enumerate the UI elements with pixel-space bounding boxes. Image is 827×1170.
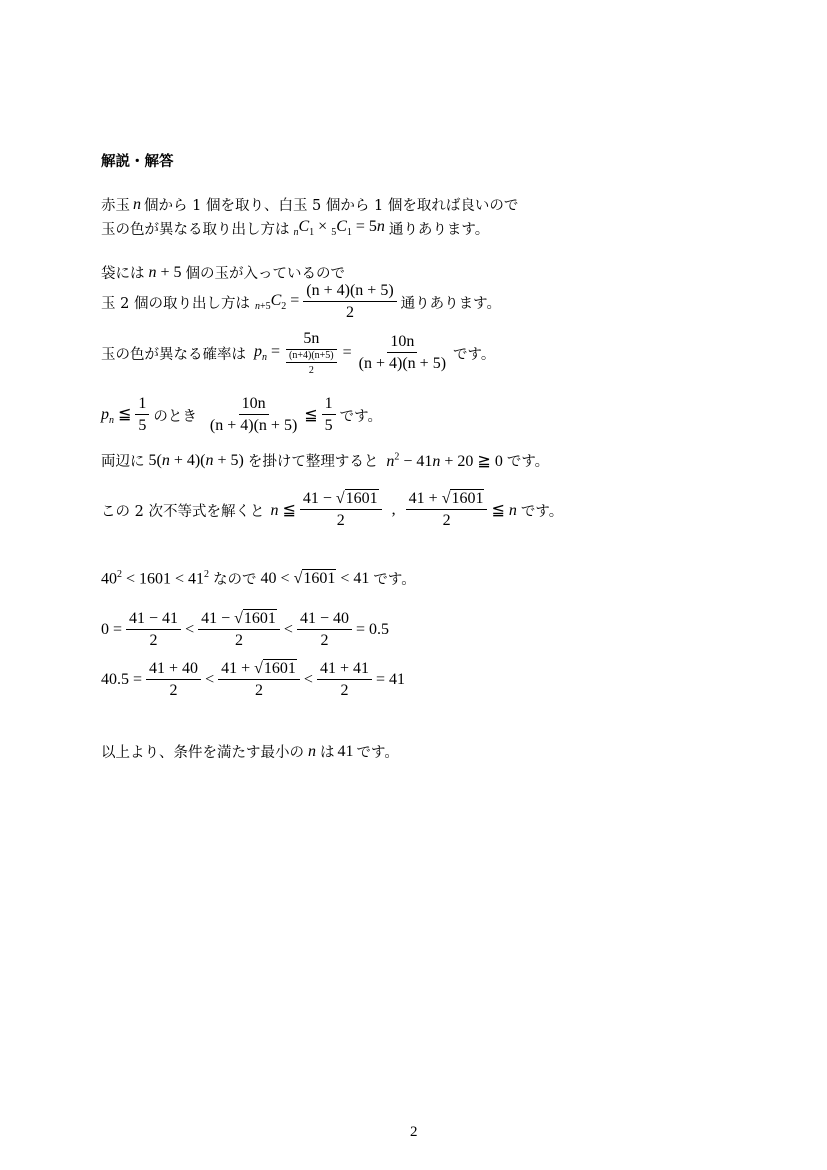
lt: < <box>303 671 313 688</box>
p1-line1 <box>101 194 518 215</box>
fraction: $\frac{10n}{(n + 4)(n + 5)}$ <box>209 395 298 434</box>
var-n: n <box>133 195 141 213</box>
separator: , <box>391 501 396 518</box>
p2-line1 <box>101 262 345 283</box>
fraction: $\frac{41 + 41}{2}$ <box>317 660 372 700</box>
text: は <box>320 745 335 761</box>
quadratic-inequality: $n^2 - 41n + 20$ ≧ 0 <box>386 451 503 470</box>
rhs: = 0.5 <box>355 621 389 638</box>
text: です。 <box>453 346 496 363</box>
text: 個の玉が入っているので <box>185 266 346 282</box>
sqrt-bounds: 40 < √1601 < 41 <box>260 569 370 587</box>
text: 通りあります。 <box>388 222 490 238</box>
fraction: $\frac{(n + 4)(n + 5)}{2}$ <box>303 282 396 322</box>
text: です。 <box>339 408 383 425</box>
p2-line2 <box>101 282 501 322</box>
answer-value: 41 <box>337 742 354 760</box>
lhs: 40.5 = <box>101 671 143 688</box>
fraction: $\frac{1}{5}$ <box>322 395 336 435</box>
square-bounds: $40^2 < 1601 < 41^2$ <box>101 568 210 588</box>
lhs: 0 = <box>101 621 123 638</box>
text: です。 <box>356 745 399 761</box>
text: 玉の色が異なる取り出し方は <box>101 222 290 238</box>
fraction: $\frac{41 - √1601}{2}$ <box>198 610 280 650</box>
text: を掛けて整理すると <box>247 454 379 470</box>
pn-lhs: $p_n$ = <box>254 342 281 364</box>
p3-line2 <box>101 450 549 471</box>
pn-leq: $p_n$ ≦ <box>101 405 132 427</box>
text: 玉 2 個の取り出し方は <box>101 295 250 312</box>
text: なので <box>213 572 257 588</box>
compound-fraction: $\frac{5n}{\frac{(n+4)(n+5)}{2}}$ <box>286 330 337 376</box>
fraction: $\frac{41 + 40}{2}$ <box>146 660 201 700</box>
combination-expression: $_nC_1 \times _5C_1 = 5n$ <box>293 218 385 239</box>
fraction: $\frac{41 - √1601}{2}$ <box>300 490 382 530</box>
p4-line2 <box>101 610 389 650</box>
combination-lhs: $_{n+5}C_2$ = <box>254 291 300 313</box>
lt: < <box>185 621 195 638</box>
fraction: $\frac{1}{5}$ <box>135 395 149 435</box>
text: です。 <box>373 572 416 588</box>
text: です。 <box>506 454 550 470</box>
p2-line3 <box>101 330 495 376</box>
conclusion <box>101 741 399 762</box>
leq-n: ≦ n <box>491 502 517 519</box>
text: 玉の色が異なる確率は <box>101 346 246 363</box>
text: 個から 1 個を取り、白玉 5 個から 1 個を取れば良いので <box>144 198 519 214</box>
text: のとき <box>153 408 197 425</box>
text: 両辺に <box>101 454 145 470</box>
var-n: n <box>308 742 316 760</box>
section-heading: 解説・解答 <box>101 154 174 170</box>
rhs: = 41 <box>375 671 405 688</box>
text: この 2 次不等式を解くと <box>101 503 265 520</box>
p4-line1 <box>101 568 416 589</box>
fraction: $\frac{10n}{(n + 4)(n + 5)}$ <box>358 333 447 372</box>
fraction: $\frac{41 + √1601}{2}$ <box>406 490 488 530</box>
p3-line3 <box>101 490 563 530</box>
fraction: $\frac{41 - 40}{2}$ <box>297 610 352 650</box>
lt: < <box>283 621 293 638</box>
fraction: $\frac{41 + √1601}{2}$ <box>218 660 300 700</box>
text: 袋には <box>101 266 145 282</box>
fraction: $\frac{41 - 41}{2}$ <box>126 610 181 650</box>
lt: < <box>205 671 215 688</box>
page-number: 2 <box>410 1124 418 1140</box>
leq: ≦ <box>304 407 318 424</box>
p3-line1 <box>101 395 382 435</box>
text: 通りあります。 <box>400 295 501 312</box>
text: です。 <box>520 503 564 520</box>
text: 赤玉 <box>101 198 130 214</box>
text: 以上より、条件を満たす最小の <box>101 745 304 761</box>
p1-line2 <box>101 218 489 239</box>
equals: = <box>342 344 352 361</box>
math-multiplier: 5(n + 4)(n + 5) <box>148 451 244 469</box>
p4-line3 <box>101 660 405 700</box>
math-n-plus-5: n + 5 <box>148 263 182 281</box>
n-leq: n ≦ <box>270 502 296 519</box>
